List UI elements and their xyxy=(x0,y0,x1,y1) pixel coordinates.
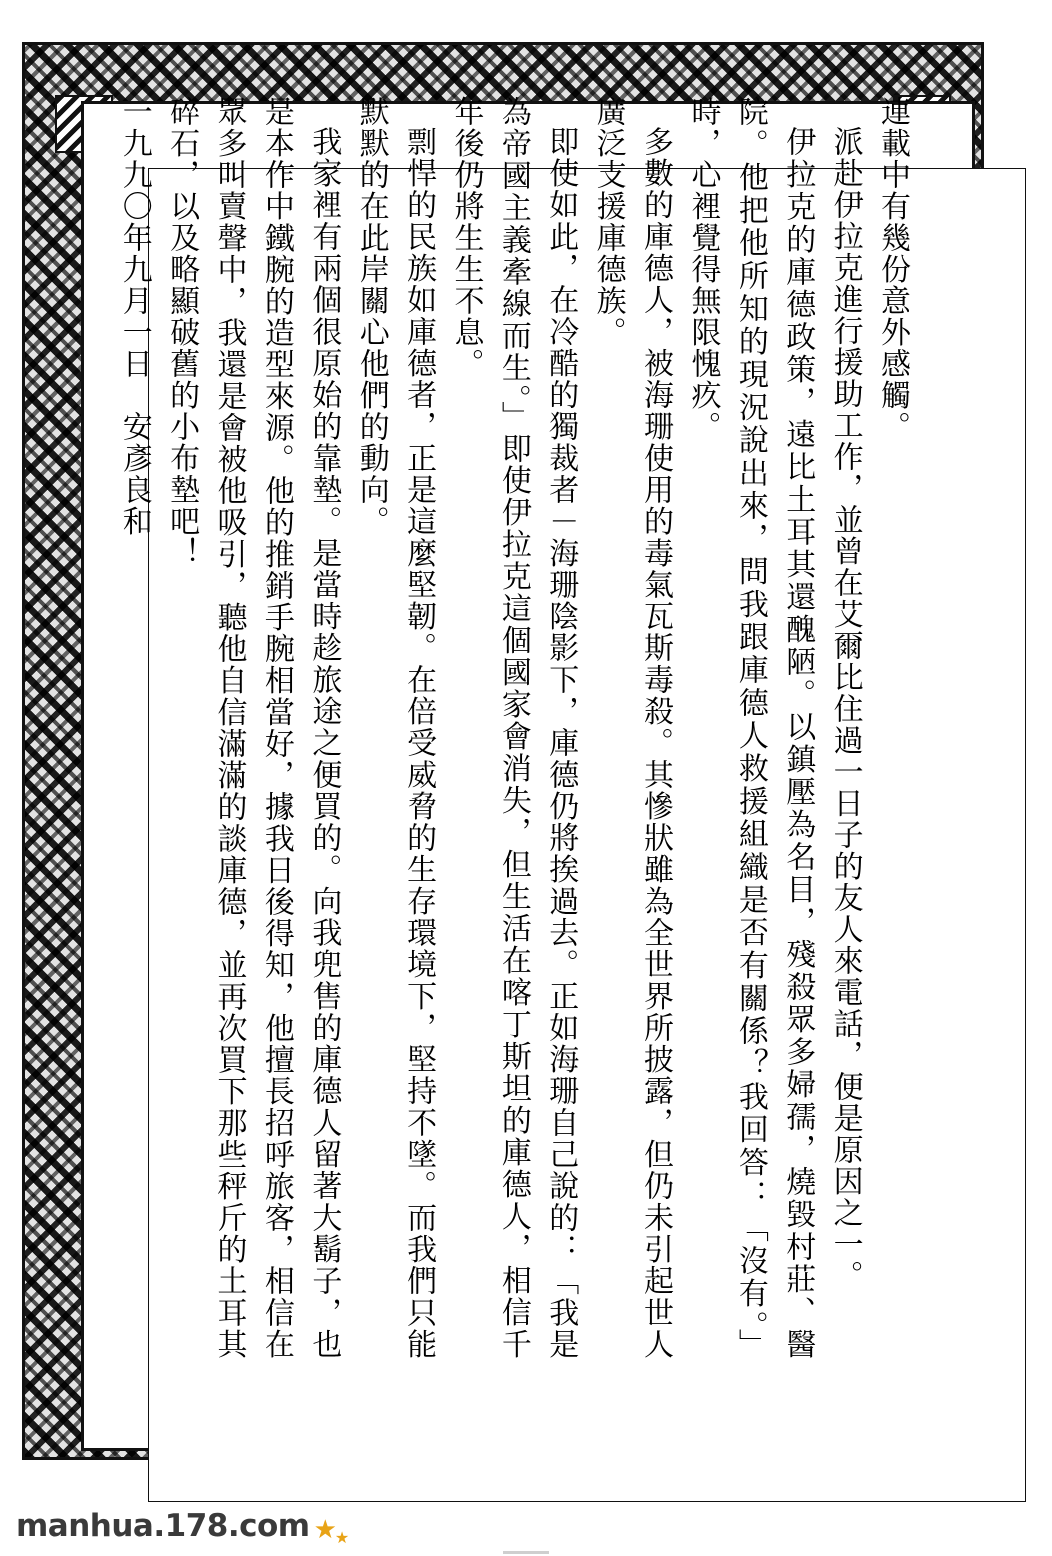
afterword-text-body xyxy=(72,72,934,1390)
star-icon-small: ★ xyxy=(334,1528,350,1547)
afterword-paragraph-4: 多數的庫德人，被海珊使用的毒氣瓦斯毒殺。其慘狀雖為全世界所披露，但仍未引起世人廣泛支援庫德族。 xyxy=(590,96,674,1360)
afterword-paragraph-1: 連載中有幾份意外感觸。 xyxy=(875,96,910,443)
afterword-paragraph-2: 派赴伊拉克進行援助工作，並曾在艾爾比住過一日子的友人來電話，便是原因之一。 xyxy=(827,126,863,1292)
page-bottom-mark xyxy=(503,1551,549,1554)
site-watermark xyxy=(16,1508,355,1547)
watermark-label: manhua.178.com xyxy=(16,1508,310,1544)
afterword-paragraph-3: 伊拉克的庫德政策，遠比土耳其還醜陋。以鎮壓為名目，殘殺眾多婦孺，燒毀村莊、醫院。他把他所知的現況說出來，問我跟庫德人救援組織是否有關係？我回答：「沒有。」時，心裡覺得無限愧疚。 xyxy=(685,96,816,1360)
afterword-paragraph-5: 即使如此，在冷酷的獨裁者－海珊陰影下，庫德仍將挨過去。正如海珊自己說的：「我是為帝國主義牽線而生。」即使伊拉克這個國家會消失，但生活在喀丁斯坦的庫德人，相信千年後仍將生生不息。 xyxy=(448,96,579,1360)
afterword-paragraph-7: 我家裡有兩個很原始的靠墊。是當時趁旅途之便買的。向我兜售的庫德人留著大鬍子，也是本作中鐵腕的造型來源。他的推銷手腕相當好，據我日後得知，他擅長招呼旅客，相信在眾多叫賣聲中，我還是會被他吸引，聽他自信滿滿的談庫德，並再次買下那些秤斤的土耳其碎石，以及略顯破舊的小布墊吧！ xyxy=(164,96,342,1360)
star-icon: ★ xyxy=(313,1515,337,1545)
afterword-paragraph-6: 剽悍的民族如庫德者，正是這麼堅韌。在倍受威脅的生存環境下，堅持不墜。而我們只能默默的在此岸關心他們的動向。 xyxy=(353,96,437,1360)
afterword-signature: 一九九〇年九月一日 安彥良和 xyxy=(116,96,152,537)
